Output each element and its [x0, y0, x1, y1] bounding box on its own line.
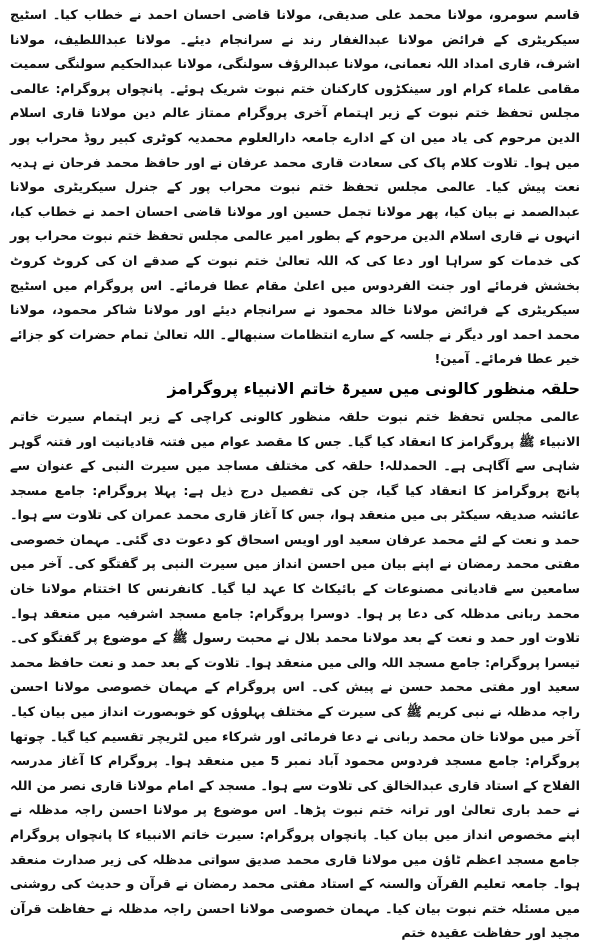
- article-paragraph-programs: عالمی مجلس تحفظ ختم نبوت حلقہ منظور کالونی کراچی کے زیر اہتمام سیرت خاتم الانبیاء ﷺ پروگرامز کا انعقاد کیا گیا۔ جس کا مقصد عوام میں فتنہ قادیانیت اور فتنہ گوہر شاہی سے آگاہی ہے۔ الحمدللہ! حلقہ کی مختلف مساجد میں سیرت النبی کے عنوان سے پانچ پروگرامز کا انعقاد کیا گیا، جن کی تفصیل درج ذیل ہے: پہلا پروگرام: جامع مسجد عائشہ صدیقہ سیکٹر بی میں منعقد ہوا، جس کا آغاز قاری محمد عمران کی تلاوت سے ہوا۔ حمد و نعت کے لئے محمد عرفان سعید اور اویس اسحاق کو دعوت دی گئی۔ مہمان خصوصی مفتی محمد رمضان نے اپنے بیان میں احسن انداز میں سیرت النبی پر گفتگو کی۔ آخر میں سامعین سے قادیانی مصنوعات کے بائیکاٹ کا عہد لیا گیا۔ کانفرنس کا اختتام مولانا خان محمد ربانی مدظلہ کی دعا پر ہوا۔ دوسرا پروگرام: جامع مسجد اشرفیہ میں منعقد ہوا۔ تلاوت اور حمد و نعت کے بعد مولانا محمد بلال نے محبت رسول ﷺ کے موضوع پر گفتگو کی۔ تیسرا پروگرام: جامع مسجد اللہ والی میں منعقد ہوا۔ تلاوت کے بعد حمد و نعت حافظ محمد سعید اور مفتی محمد حسن نے پیش کی۔ اس پروگرام کے مہمان خصوصی مولانا احسن راجہ مدظلہ نے نبی کریم ﷺ کی سیرت کے مختلف پہلوؤں کو خوبصورت انداز میں بیان کیا۔ آخر میں مولانا خان محمد ربانی نے دعا فرمائی اور شرکاء میں لٹریچر تقسیم کیا گیا۔ چوتھا پروگرام: جامع مسجد فردوس محمود آباد نمبر 5 میں منعقد ہوا۔ پروگرام کا آغاز مدرسہ الفلاح کے استاد قاری عبدالخالق کی تلاوت سے ہوا۔ مسجد کے امام مولانا قاری نصر من اللہ نے حمد باری تعالیٰ اور ترانہ ختم نبوت پڑھا۔ اس موضوع پر مولانا احسن راجہ مدظلہ نے اپنے مخصوص انداز میں بیان کیا۔ پانچواں پروگرام: سیرت خاتم الانبیاء کا پانچواں پروگرام جامع مسجد اعظم ٹاؤن میں مولانا قاری محمد صدیق سواتی مدظلہ کی زیر صدارت منعقد ہوا۔ جامعہ تعلیم القرآن والسنہ کے استاد مفتی محمد رمضان نے قرآن و حدیث کی روشنی میں مسئلہ ختم نبوت بیان کیا۔ مہمان خصوصی مولانا احسن راجہ مدظلہ نے حفاظت قرآن مجید اور حفاظت عقیدہ ختم: [10, 409, 580, 942]
- section-heading: حلقہ منظور کالونی میں سیرۃ خاتم الانبیاء پروگرامز: [167, 378, 580, 398]
- article-paragraph-top: قاسم سومرو، مولانا محمد علی صدیقی، مولانا قاضی احسان احمد نے خطاب کیا۔ اسٹیج سیکریٹری کے فرائض مولانا عبدالغفار رند نے سرانجام دیئے۔ مولانا عبداللطیف، مولانا اشرف، قاری امداد اللہ نعمانی، مولانا عبدالرؤف سولنگی، مولانا عبدالحکیم سولنگی سمیت مقامی علماء کرام اور سینکڑوں کارکنان ختم نبوت شریک ہوئے۔ پانچواں پروگرام: عالمی مجلس تحفظ ختم نبوت کے زیر اہتمام آخری پروگرام ممتاز عالم دین مولانا قاری اسلام الدین مرحوم کی یاد میں ان کے ادارے جامعہ دارالعلوم محمدیہ کوٹری کبیر روڈ محراب پور میں ہوا۔ تلاوت کلام پاک کی سعادت قاری محمد عرفان نے اور حافظ محمد فرحان نے ہدیہ نعت پیش کیا۔ عالمی مجلس تحفظ ختم نبوت محراب پور کے جنرل سیکریٹری مولانا عبدالصمد نے بیان کیا، پھر مولانا تجمل حسین اور مولانا قاضی احسان احمد نے خطاب کیا، انہوں نے قاری اسلام الدین مرحوم کے بطور امیر عالمی مجلس تحفظ ختم نبوت محراب پور کی خدمات کو سراہا اور دعا کی کہ اللہ تعالیٰ ختم نبوت کے صدقے ان کی کروٹ کروٹ بخشش فرمائے اور جنت الفردوس میں اعلیٰ مقام عطا فرمائے۔ اس پروگرام میں اسٹیج سیکریٹری کے فرائض مولانا خالد محمود نے سرانجام دیئے اور مولانا شاکر محمود، مولانا محمد احمد اور دیگر نے جلسہ کے سارے انتظامات سنبھالے۔ اللہ تعالیٰ تمام حضرات کو جزائے خیر عطا فرمائے۔ آمین!: [10, 8, 580, 368]
